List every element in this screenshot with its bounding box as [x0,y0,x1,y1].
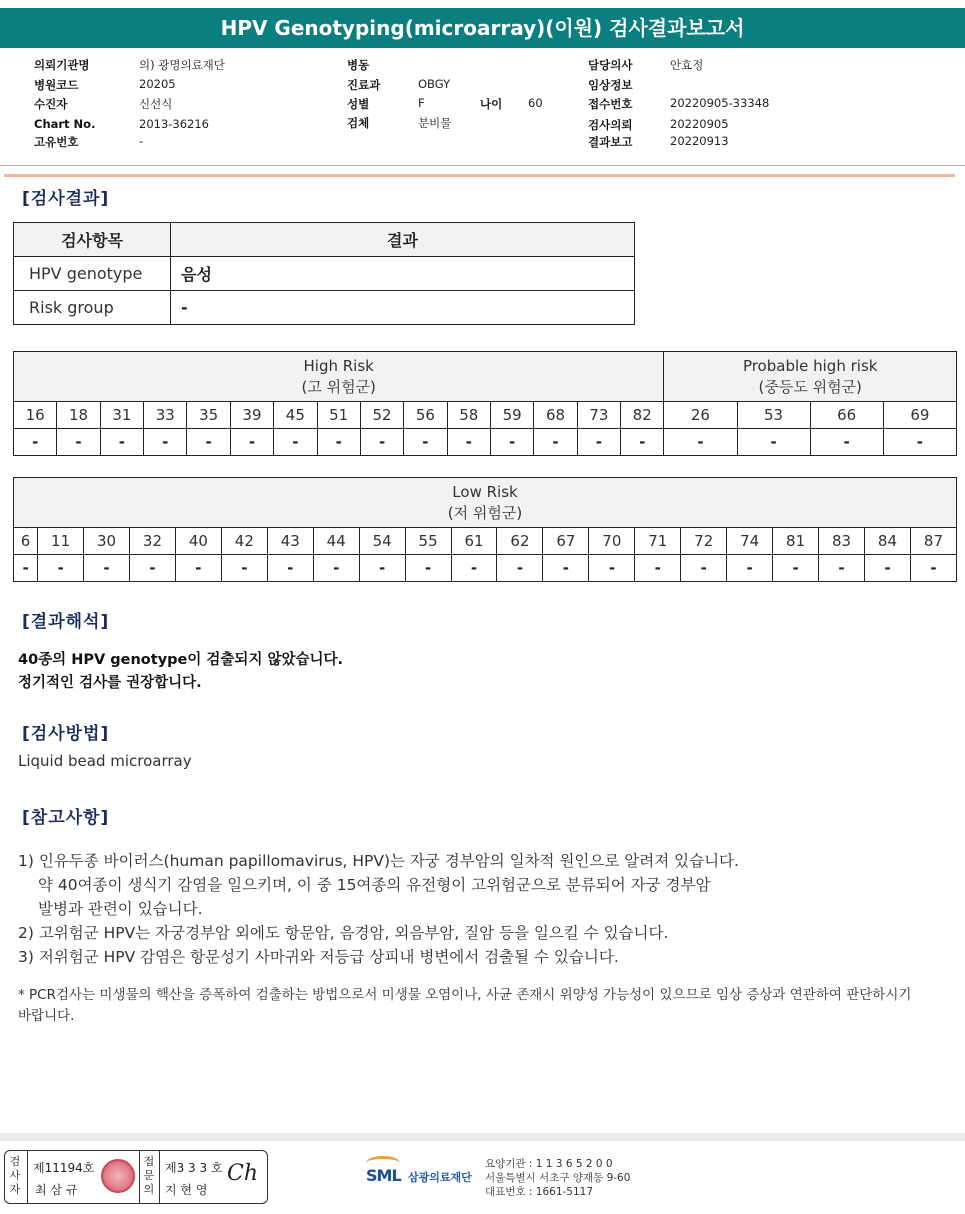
reference-list [18,849,739,969]
genotype-cell: 62 [497,528,543,555]
signature-mark: Ch [227,1161,259,1186]
genotype-cell: 31 [100,402,143,429]
genotype-result-cell: - [274,429,317,456]
low-risk-subtitle: (저 위험군) [447,503,523,522]
genotype-cell: 72 [681,528,727,555]
genotype-cell: 81 [773,528,819,555]
genotype-result-cell: - [577,429,620,456]
doctor-value: 안효정 [670,58,704,72]
reference-section-title: [참고사항] [22,808,110,828]
report-date-label: 결과보고 [588,135,633,149]
genotype-result-cell: - [819,555,865,582]
dept-label: 진료과 [347,78,381,92]
genotype-result-cell: - [129,555,175,582]
genotype-result-cell: - [144,429,187,456]
low-risk-header [14,478,957,528]
institution-code: 요양기관 : 1 1 3 6 5 2 0 0 [485,1158,613,1170]
reference-item-cont: 약 40여종이 생식기 감염을 일으키며, 이 중 15여종의 유전형이 고위험군으로 분류되어 자궁 경부암 [38,876,711,894]
probable-risk-header [664,352,957,402]
table-row [14,291,635,325]
specimen-label: 검체 [347,116,370,130]
high-risk-result-row [14,429,957,456]
divider-line [27,1151,28,1203]
ward-label: 병동 [347,58,370,72]
genotype-cell: 56 [404,402,447,429]
inspector-license-no: 제11194호 [33,1161,95,1175]
request-date-value: 20220905 [670,117,729,131]
interpretation-text [18,649,343,695]
institution-address [485,1157,630,1199]
genotype-cell: 71 [635,528,681,555]
genotype-cell: 67 [543,528,589,555]
genotype-cell: 82 [621,402,664,429]
genotype-result-cell: - [810,429,883,456]
sex-label: 성별 [347,97,370,111]
genotype-cell: 59 [490,402,533,429]
genotype-result-cell: - [230,429,273,456]
col-header-item: 검사항목 [14,223,171,257]
genotype-cell: 42 [221,528,267,555]
institution-phone: 대표번호 : 1661-5117 [485,1186,594,1198]
genotype-result-cell: - [773,555,819,582]
genotype-result-cell: - [727,555,773,582]
genotype-cell: 70 [589,528,635,555]
genotype-cell: 30 [84,528,130,555]
chart-no-label: Chart No. [34,117,96,131]
high-risk-table [13,351,957,456]
genotype-result-cell: - [621,429,664,456]
genotype-result-cell: - [38,555,84,582]
high-risk-title: High Risk [303,356,374,375]
genotype-cell: 54 [359,528,405,555]
genotype-result-cell: - [451,555,497,582]
genotype-result-cell: - [221,555,267,582]
pcr-note: * PCR검사는 미생물의 핵산을 증폭하여 검출하는 방법으로서 미생물 오염이나, 사균 존재시 위양성 가능성이 있으므로 임상 증상과 연관하여 판단하시기 바랍니다. [18,987,912,1024]
institution-address-line: 서울특별시 서초구 양재동 9-60 [485,1172,631,1184]
request-org-label: 의뢰기관명 [34,58,90,72]
reference-item-cont: 발병과 관련이 있습니다. [38,900,203,918]
report-title: HPV Genotyping(microarray)(이원) 검사결과보고서 [0,8,965,48]
receipt-no-value: 20220905-33348 [670,96,770,110]
high-risk-header [14,352,664,402]
genotype-cell: 11 [38,528,84,555]
row-result: 음성 [171,257,635,291]
hospital-code-value: 20205 [139,77,176,91]
signature-box [4,1150,268,1204]
genotype-cell: 55 [405,528,451,555]
genotype-cell: 58 [447,402,490,429]
genotype-cell: 84 [864,528,910,555]
approver-label: 접문의 [143,1155,155,1196]
clinical-info-label: 임상정보 [588,78,633,92]
genotype-cell: 39 [230,402,273,429]
genotype-result-cell: - [635,555,681,582]
genotype-result-cell: - [100,429,143,456]
high-risk-type-row [14,402,957,429]
high-risk-subtitle: (고 위험군) [301,377,376,396]
chart-no-value: 2013-36216 [139,117,209,131]
low-risk-title: Low Risk [452,482,518,501]
logo-mark-text: SML [366,1166,401,1185]
method-section-title: [검사방법] [22,724,110,744]
genotype-result-cell: - [589,555,635,582]
interpretation-line: 40종의 HPV genotype이 검출되지 않았습니다. [18,652,344,668]
genotype-result-cell: - [404,429,447,456]
divider-line [139,1151,140,1203]
genotype-result-cell: - [359,555,405,582]
unique-no-value: - [139,134,144,148]
genotype-result-cell: - [360,429,403,456]
genotype-result-cell: - [317,429,360,456]
genotype-result-cell: - [267,555,313,582]
genotype-cell: 45 [274,402,317,429]
method-text: Liquid bead microarray [18,752,192,770]
genotype-result-cell: - [910,555,956,582]
interpretation-section-title: [결과해석] [22,612,110,632]
age-label: 나이 [480,97,503,111]
genotype-result-cell: - [883,429,956,456]
doctor-label: 담당의사 [588,58,633,72]
genotype-result-cell: - [84,555,130,582]
genotype-result-cell: - [534,429,577,456]
genotype-result-cell: - [187,429,230,456]
genotype-cell: 52 [360,402,403,429]
genotype-result-cell: - [681,555,727,582]
seal-stamp-icon [101,1159,135,1193]
genotype-result-cell: - [57,429,100,456]
approver-license-no: 제3 3 3 호 [165,1161,223,1175]
row-item: HPV genotype [14,257,171,291]
probable-risk-title: Probable high risk [742,356,878,375]
patient-label: 수진자 [34,97,68,111]
unique-no-label: 고유번호 [34,135,79,149]
low-risk-table [13,477,957,582]
genotype-cell: 74 [727,528,773,555]
genotype-cell: 6 [14,528,38,555]
approver-name: 지 현 영 [165,1183,208,1197]
report-header [0,0,965,49]
genotype-cell: 87 [910,528,956,555]
genotype-result-cell: - [490,429,533,456]
footer-band [0,1133,965,1141]
genotype-cell: 32 [129,528,175,555]
hospital-code-label: 병원코드 [34,78,79,92]
genotype-cell: 18 [57,402,100,429]
genotype-result-cell: - [14,555,38,582]
genotype-cell: 83 [819,528,865,555]
genotype-result-cell: - [175,555,221,582]
reference-item: 2) 고위험군 HPV는 자궁경부암 외에도 항문암, 음경암, 외음부암, 질암 등을 일으킬 수 있습니다. [18,924,669,942]
result-table [13,222,635,325]
sml-logo-icon [364,1156,404,1194]
table-row [14,257,635,291]
row-item: Risk group [14,291,171,325]
logo-name: 삼광의료재단 [408,1171,472,1184]
genotype-cell: 68 [534,402,577,429]
genotype-result-cell: - [14,429,57,456]
genotype-cell: 53 [737,402,810,429]
genotype-result-cell: - [664,429,737,456]
genotype-cell: 16 [14,402,57,429]
low-risk-result-row [14,555,957,582]
low-risk-type-row [14,528,957,555]
genotype-cell: 40 [175,528,221,555]
genotype-result-cell: - [447,429,490,456]
genotype-cell: 69 [883,402,956,429]
genotype-result-cell: - [313,555,359,582]
genotype-cell: 26 [664,402,737,429]
inspector-name: 최 삼 규 [35,1183,78,1197]
section-divider [4,174,955,177]
genotype-result-cell: - [543,555,589,582]
genotype-cell: 66 [810,402,883,429]
reference-item: 1) 인유두종 바이러스(human papillomavirus, HPV)는 자궁 경부암의 일차적 원인으로 알려져 있습니다. [18,852,739,870]
genotype-cell: 33 [144,402,187,429]
interpretation-line: 정기적인 검사를 권장합니다. [18,675,202,691]
genotype-cell: 61 [451,528,497,555]
inspector-label: 검사자 [9,1155,21,1196]
age-value: 60 [528,96,543,110]
request-org-value: 의) 광명의료재단 [139,58,225,72]
genotype-cell: 44 [313,528,359,555]
result-section-title: [검사결과] [22,189,110,209]
divider-line [159,1151,160,1203]
receipt-no-label: 접수번호 [588,97,633,111]
request-date-label: 검사의뢰 [588,118,633,132]
genotype-result-cell: - [405,555,451,582]
patient-info-panel [0,49,965,166]
specimen-value: 분비물 [418,116,452,130]
patient-value: 신선식 [139,97,173,111]
genotype-result-cell: - [497,555,543,582]
probable-risk-subtitle: (중등도 위험군) [758,377,862,396]
report-date-value: 20220913 [670,134,729,148]
reference-item: 3) 저위험군 HPV 감염은 항문성기 사마귀와 저등급 상피내 병변에서 검출될 수 있습니다. [18,948,619,966]
genotype-cell: 35 [187,402,230,429]
genotype-cell: 43 [267,528,313,555]
genotype-result-cell: - [864,555,910,582]
genotype-cell: 51 [317,402,360,429]
dept-value: OBGY [418,77,451,91]
genotype-cell: 73 [577,402,620,429]
sex-value: F [418,96,425,110]
row-result: - [171,291,635,325]
col-header-result: 결과 [171,223,635,257]
genotype-result-cell: - [737,429,810,456]
